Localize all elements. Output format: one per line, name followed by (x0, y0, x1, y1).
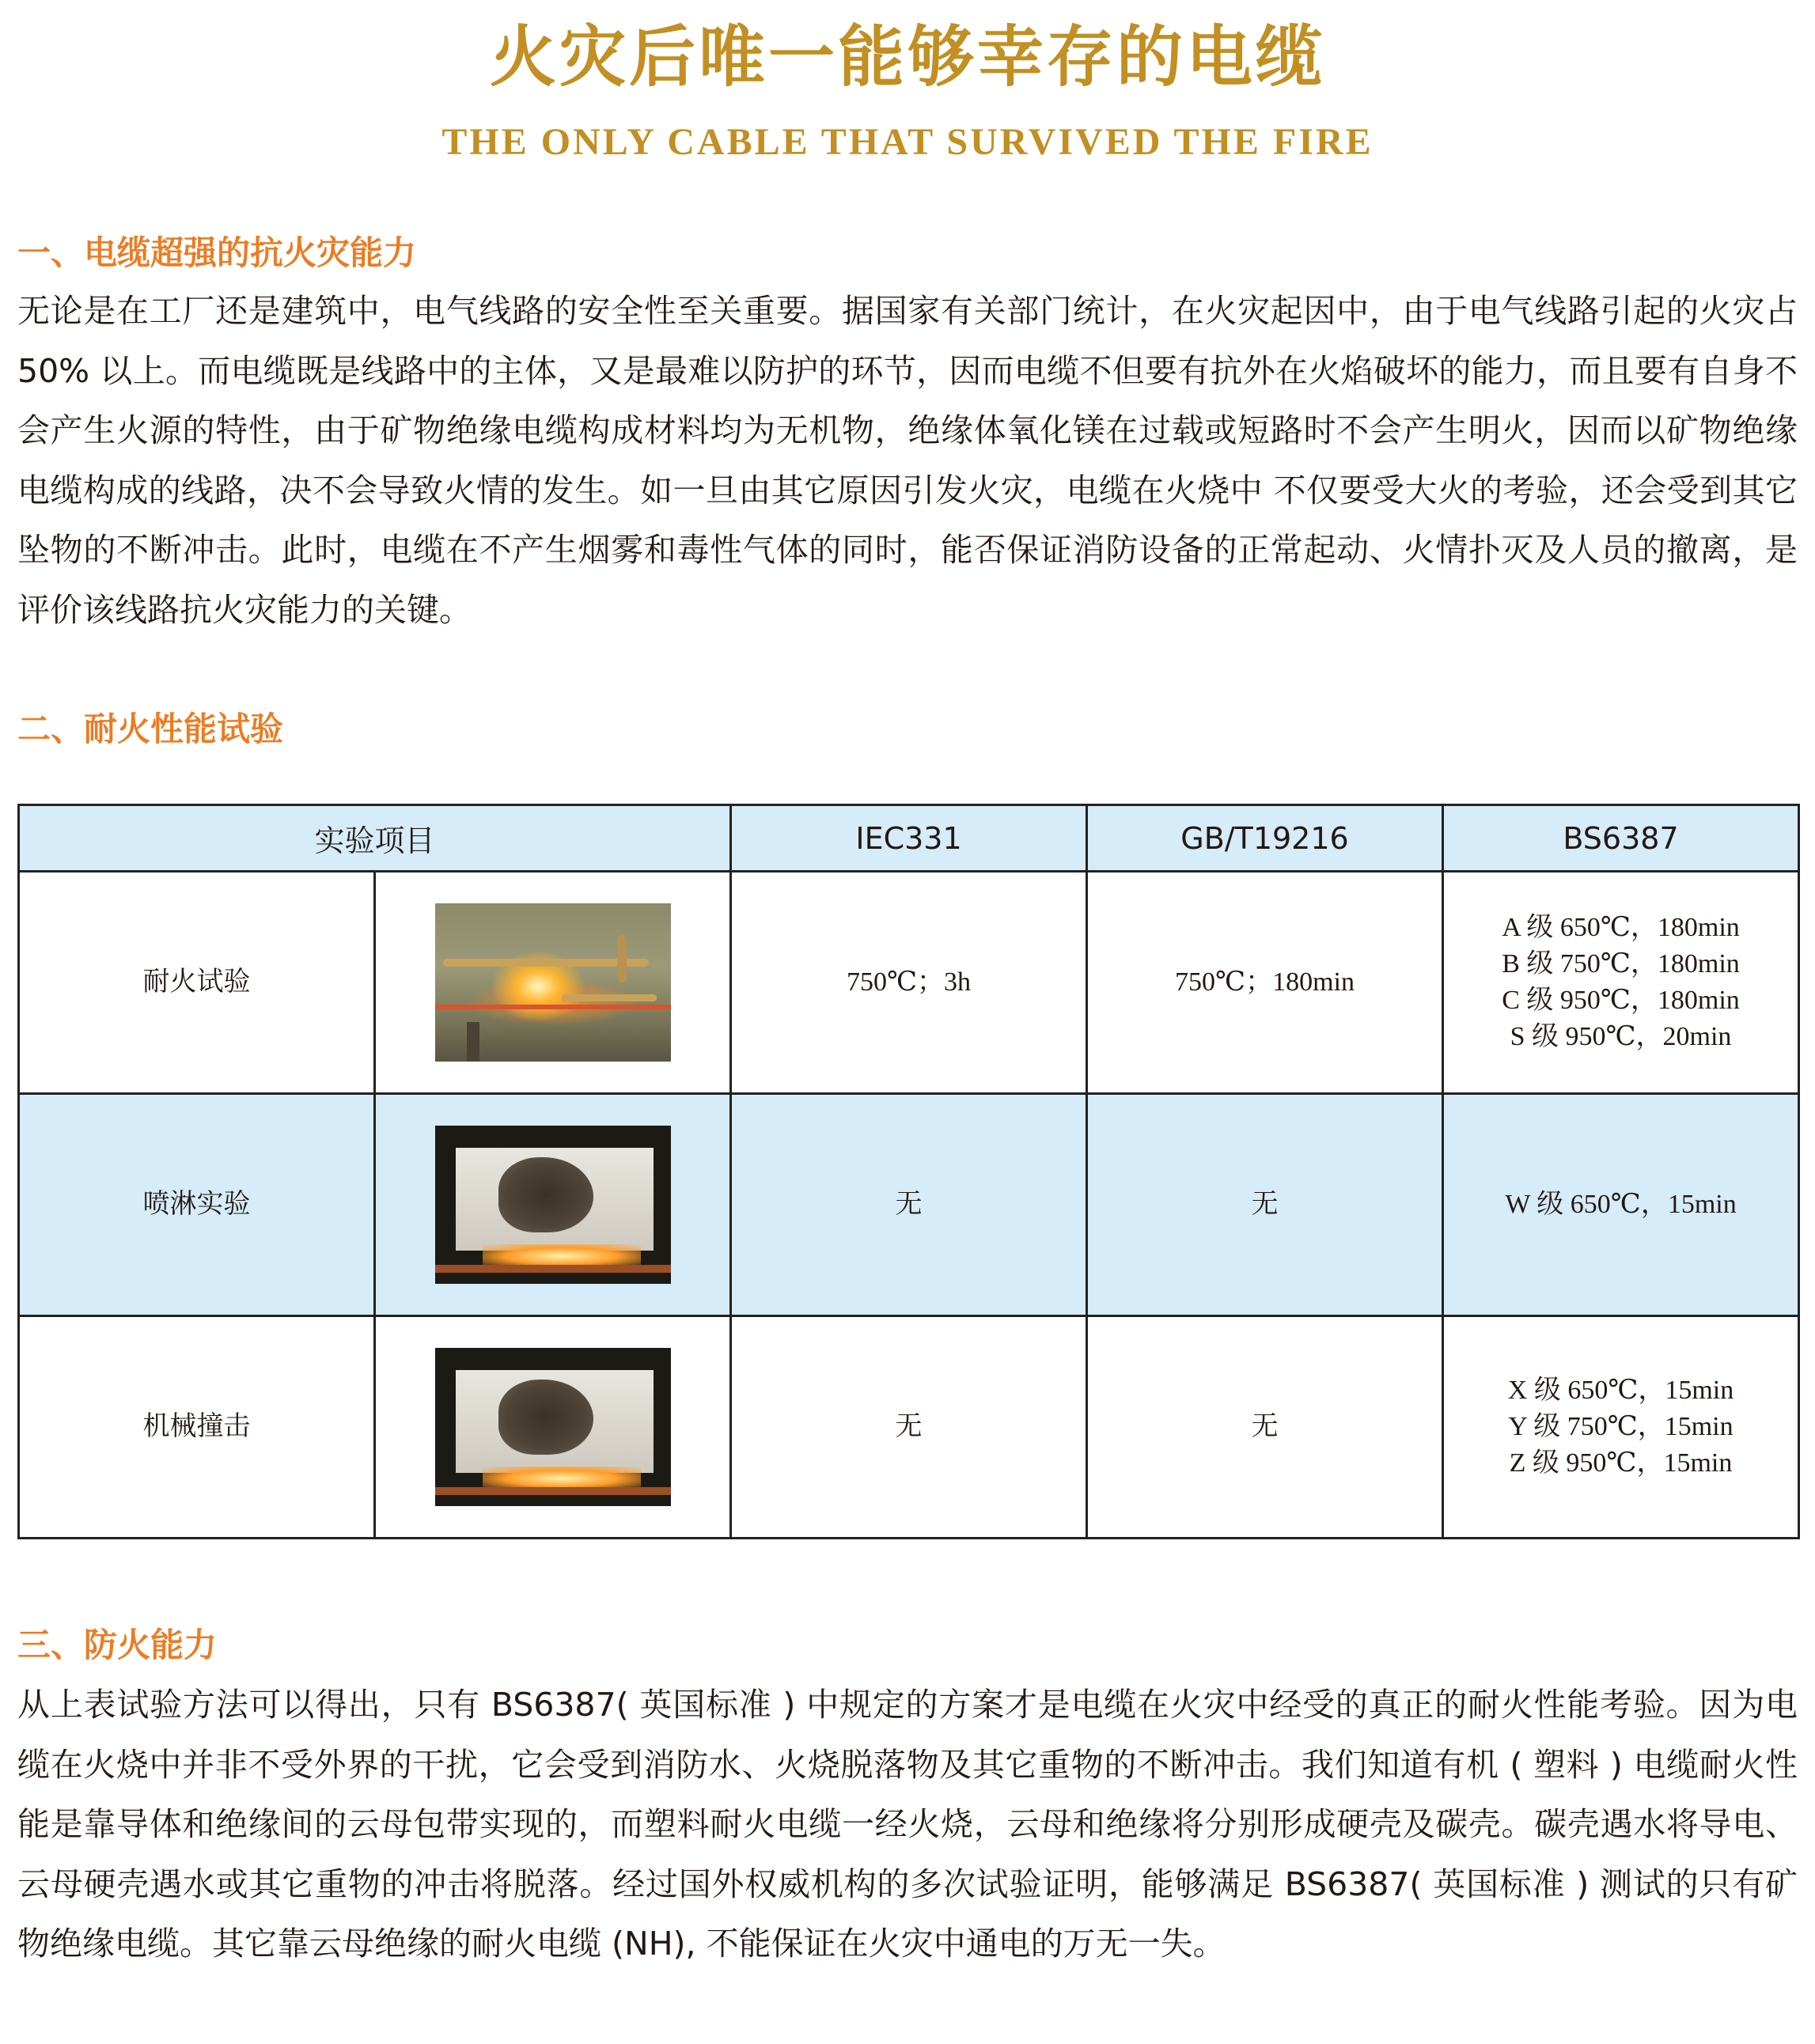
iec331-value: 无 (731, 1094, 1087, 1316)
gbt19216-value: 无 (1087, 1316, 1443, 1539)
table-row (19, 1094, 1799, 1316)
page-title: 火灾后唯一能够幸存的电缆 (489, 18, 1325, 96)
table-row (19, 872, 1799, 1094)
fire-test-photo (435, 903, 671, 1062)
table-row (19, 1316, 1799, 1539)
bs6387-grade: W 级 650℃，15min (1505, 1190, 1737, 1219)
test-item-name: 机械撞击 (19, 1316, 375, 1539)
bs6387-grade: Z 级 950℃，15min (1509, 1448, 1733, 1478)
header-test-item: 实验项目 (19, 805, 731, 872)
bs6387-grade: X 级 650℃，15min (1507, 1376, 1734, 1405)
section3-body: 从上表试验方法可以得出，只有 BS6387( 英国标准 ) 中规定的方案才是电缆在火灾中经受的真正的耐火性能考验。因为电缆在火烧中并非不受外界的干扰，它会受到消防水、火烧脱落物及其它重物的不断冲击。我们知道有机 ( 塑料 ) 电缆耐火性能是靠导体和绝缘间的云母包带实现的，而塑料耐火电缆一经火烧，云母和绝缘将分别形成硬壳及碳壳。碳壳遇水将导电、云母硬壳遇水或其它重物的冲击将脱落。经过国外权威机构的多次试验证明，能够满足 BS6387( 英国标准 ) 测试的只有矿物绝缘电缆。其它靠云母绝缘的耐火电缆 (NH), 不能保证在火灾中通电的万无一失。 (17, 1686, 1798, 1963)
test-photo-cell (375, 1316, 731, 1539)
test-photo-cell (375, 1094, 731, 1316)
gbt19216-value: 750℃；180min (1087, 872, 1443, 1094)
header-iec331: IEC331 (731, 805, 1087, 872)
bs6387-grade: Y 级 750℃，15min (1508, 1412, 1734, 1441)
gbt19216-value: 无 (1087, 1094, 1443, 1316)
section1-heading: 一、电缆超强的抗火灾能力 (17, 233, 417, 272)
test-photo-cell (375, 872, 731, 1094)
bs6387-grade: S 级 950℃，20min (1510, 1022, 1732, 1051)
header-bs6387: BS6387 (1443, 805, 1799, 872)
iec331-value: 无 (731, 1316, 1087, 1539)
bs6387-grade: B 级 750℃，180min (1502, 949, 1740, 978)
bs6387-value (1443, 872, 1799, 1094)
bs6387-grade: A 级 650℃，180min (1502, 913, 1740, 942)
test-item-name: 喷淋实验 (19, 1094, 375, 1316)
section2-heading: 二、耐火性能试验 (17, 710, 284, 748)
table-header-row (19, 805, 1799, 872)
bs6387-grade: C 级 950℃，180min (1502, 986, 1740, 1015)
bs6387-value (1443, 1316, 1799, 1539)
section1-body: 无论是在工厂还是建筑中，电气线路的安全性至关重要。据国家有关部门统计，在火灾起因中，由于电气线路引起的火灾占 50% 以上。而电缆既是线路中的主体，又是最难以防护的环节，因而电缆不但要有抗外在火焰破坏的能力，而且要有自身不会产生火源的特性，由于矿物绝缘电缆构成材料均为无机物，绝缘体氧化镁在过载或短路时不会产生明火，因而以矿物绝缘电缆构成的线路，决不会导致火情的发生。如一旦由其它原因引发火灾，电缆在火烧中 不仅要受大火的考验，还会受到其它坠物的不断冲击。此时，电缆在不产生烟雾和毒性气体的同时，能否保证消防设备的正常起动、火情扑灭及人员的撤离，是评价该线路抗火灾能力的关键。 (17, 292, 1798, 629)
section3-heading: 三、防火能力 (17, 1626, 218, 1664)
bs6387-value (1443, 1094, 1799, 1316)
iec331-value: 750℃；3h (731, 872, 1087, 1094)
impact-test-photo (435, 1348, 671, 1506)
header-gbt19216: GB/T19216 (1087, 805, 1443, 872)
spray-test-photo (435, 1126, 671, 1284)
page-subtitle: THE ONLY CABLE THAT SURVIVED THE FIRE (441, 121, 1374, 163)
test-item-name: 耐火试验 (19, 872, 375, 1094)
fire-test-table (17, 804, 1800, 1539)
